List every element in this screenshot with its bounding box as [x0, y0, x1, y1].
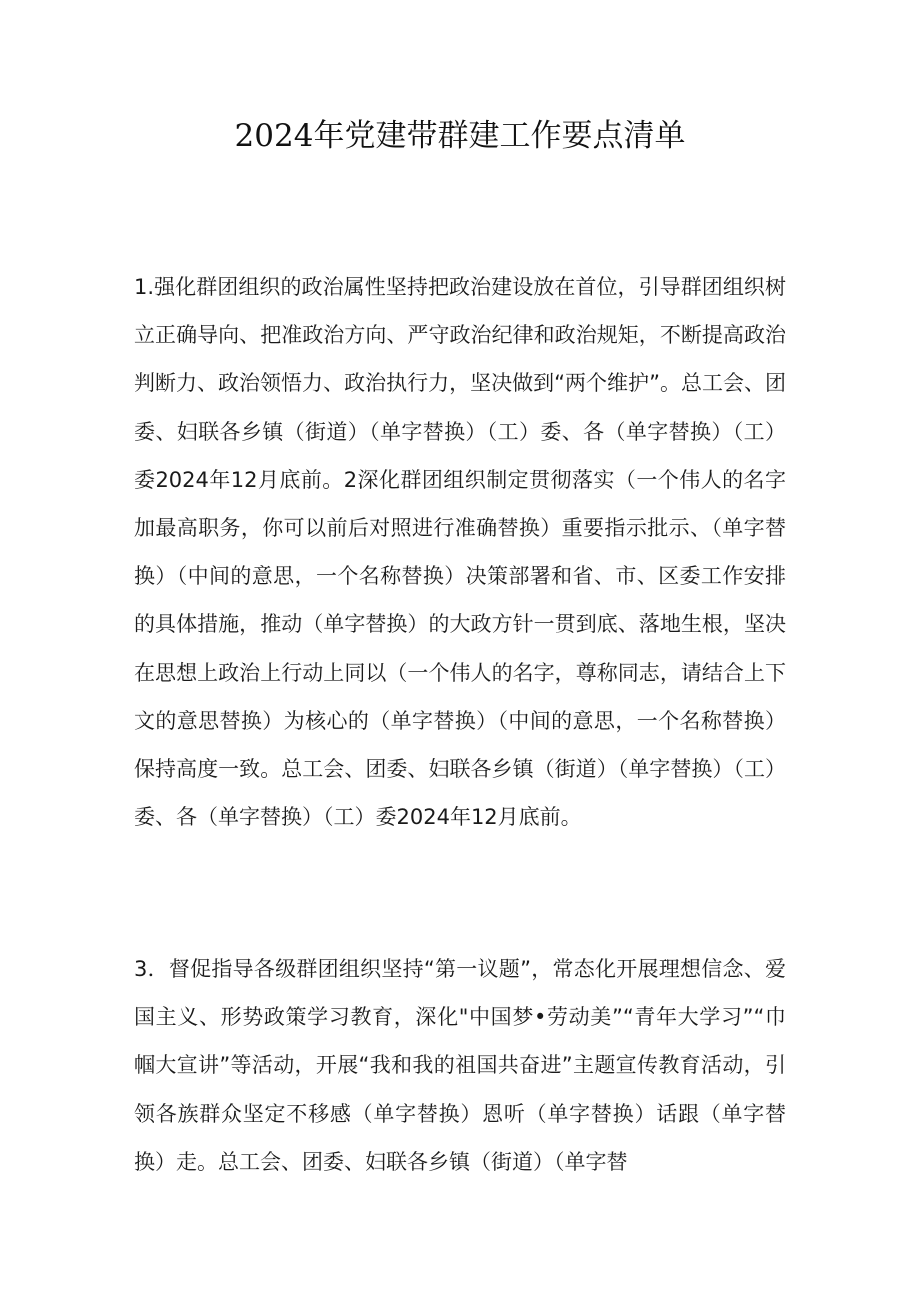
paragraph-3: 3．督促指导各级群团组织坚持“第一议题”，常态化开展理想信念、爱国主义、形势政策学习教育，深化"中国梦•劳动美”“青年大学习”“巾帼大宣讲”等活动，开展“我和我的祖国共奋进”主题宣传教育活动，引领各族群众坚定不移感（单字替换）恩听（单字替换）话跟（单字替换）走。总工会、团委、妇联各乡镇（街道）（单字替	[134, 957, 786, 1174]
document-title: 2024年党建带群建工作要点清单	[234, 118, 686, 154]
paragraph-1: 1.强化群团组织的政治属性坚持把政治建设放在首位，引导群团组织树立正确导向、把准政治方向、严守政治纪律和政治规矩，不断提高政治判断力、政治领悟力、政治执行力，坚决做到“两个维护”。总工会、团委、妇联各乡镇（街道）（单字替换）（工）委、各（单字替换）（工）委2024年12月底前。2深化群团组织制定贯彻落实（一个伟人的名字加最高职务，你可以前后对照进行准确替换）重要指示批示、（单字替换）（中间的意思，一个名称替换）决策部署和省、市、区委工作安排的具体措施，推动（单字替换）的大政方针一贯到底、落地生根，坚决在思想上政治上行动上同以（一个伟人的名字，尊称同志，请结合上下文的意思替换）为核心的（单字替换）（中间的意思，一个名称替换）保持高度一致。总工会、团委、妇联各乡镇（街道）（单字替换）（工）委、各（单字替换）（工）委2024年12月底前。	[134, 275, 786, 830]
